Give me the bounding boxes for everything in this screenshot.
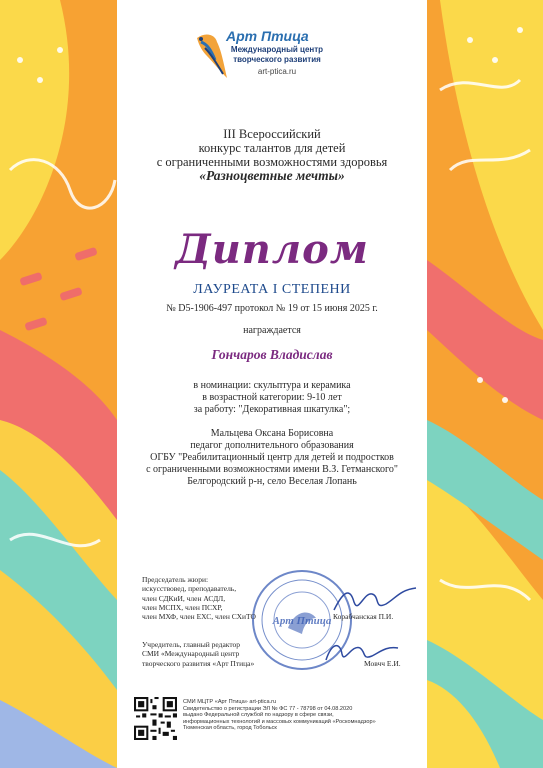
- editor-name: Мовчч Е.И.: [364, 659, 401, 668]
- award-details: [117, 380, 427, 416]
- age-category: в возрастной категории: 9-10 лет: [202, 392, 342, 403]
- logo-title: Арт Птица: [226, 28, 309, 44]
- work-title: за работу: "Декоративная шкатулка";: [193, 404, 351, 415]
- jury-line: член МХФ, член ЕХС, член СХиТО: [142, 612, 256, 622]
- contest-line2: конкурс талантов для детей: [198, 141, 346, 155]
- footer-line: Свидетельство о регистрации ЭЛ № ФС 77 - 78798 от 04.08.2020: [183, 705, 353, 712]
- awarded-label: награждается: [243, 325, 301, 336]
- footer-registration: [183, 699, 423, 732]
- contest-line1: III Всероссийский: [223, 127, 321, 141]
- jury-chair-block: [142, 575, 256, 621]
- location: Белгородский р-н, село Веселая Лопань: [187, 476, 357, 487]
- contest-line3: с ограниченными возможностями здоровья: [156, 155, 388, 169]
- editor-line: творческого развития «Арт Птица»: [142, 658, 255, 668]
- editor-line: Учредитель, главный редактор: [142, 640, 241, 649]
- jury-line: искусствовед, преподаватель,: [142, 584, 237, 594]
- chair-signature: [330, 580, 420, 620]
- footer-line: СМИ МЦТР «Арт Птица» art-ptica.ru: [183, 699, 277, 705]
- teacher-info: [117, 428, 427, 488]
- contest-heading: [117, 127, 427, 183]
- logo-subtitle: [222, 45, 332, 65]
- logo-subtitle-line1: Международный центр: [230, 45, 324, 54]
- organization-line2: с ограниченными возможностями имени В.З. Гетманского": [146, 464, 398, 475]
- footer-line: Тюменская область, город Тобольск: [183, 725, 277, 732]
- footer-line: информационных технологий и массовых коммуникаций «Роскомнадзор»: [183, 718, 376, 725]
- jury-line: член МСПХ, член ПСХР,: [142, 602, 223, 612]
- qr-code-icon: [134, 697, 177, 740]
- editor-signature: [322, 636, 402, 666]
- organization-line1: ОГБУ "Реабилитационный центр для детей и подростков: [150, 452, 394, 463]
- jury-line: Председатель жюри:: [142, 575, 209, 584]
- nomination: в номинации: скульптура и керамика: [193, 380, 351, 391]
- laureate-degree: ЛАУРЕАТА I СТЕПЕНИ: [193, 282, 351, 297]
- teacher-name: Мальцева Оксана Борисовна: [210, 428, 334, 439]
- winner-name: Гончаров Владислав: [211, 347, 333, 362]
- logo-subtitle-line2: творческого развития: [233, 55, 321, 64]
- protocol-number: № D5-1906-497 протокол № 19 от 15 июня 2025 г.: [166, 303, 378, 314]
- jury-line: член СДКиИ, член АСДЛ,: [142, 593, 226, 603]
- footer-line: выдано Федеральной службой по надзору в сфере связи,: [183, 712, 334, 719]
- diploma-title: Диплом: [175, 226, 369, 273]
- editor-line: СМИ «Международный центр: [142, 649, 240, 659]
- contest-name: «Разноцветные мечты»: [199, 168, 345, 183]
- logo-url: art-ptica.ru: [257, 67, 297, 76]
- jury-chair-name: Корабчанская П.И.: [333, 612, 394, 621]
- teacher-position: педагог дополнительного образования: [190, 440, 354, 451]
- stamp-text: Арт Птица: [272, 615, 332, 627]
- editor-block: [142, 640, 254, 668]
